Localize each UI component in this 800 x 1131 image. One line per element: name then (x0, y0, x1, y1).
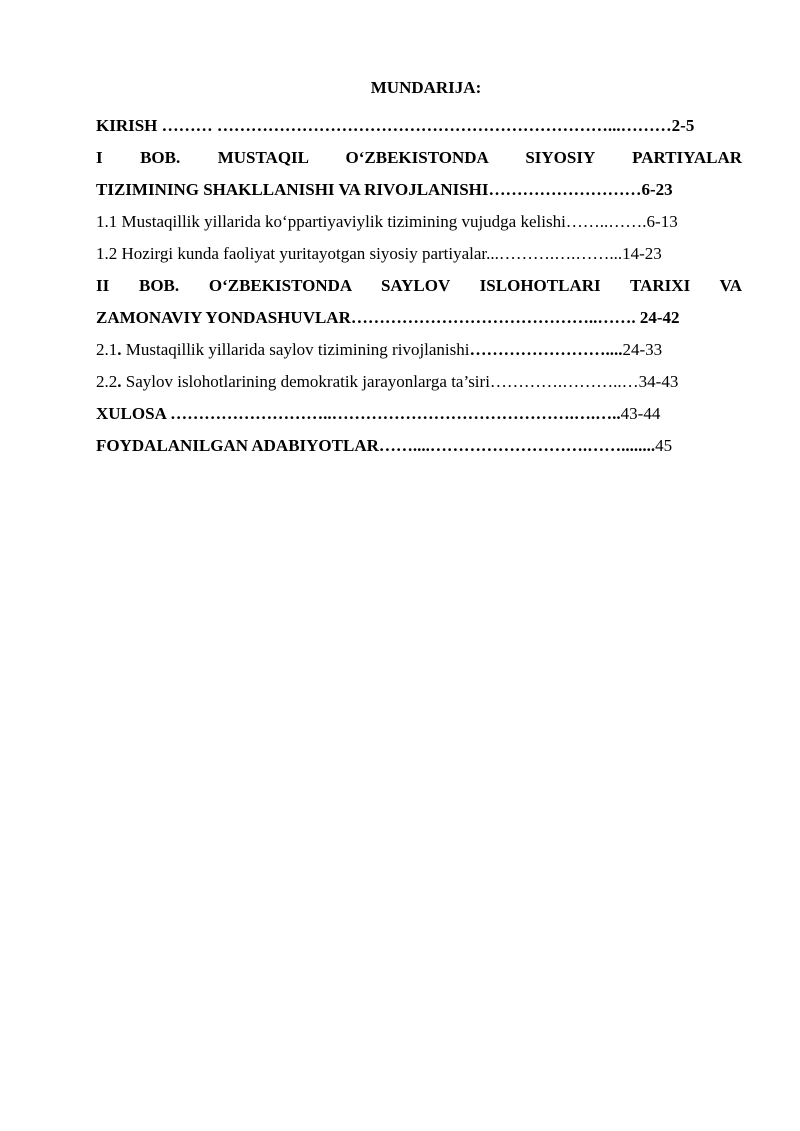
toc-section-number-dot: . (117, 372, 122, 391)
toc-section-title: Saylov islohotlarining demokratik jarayonlarga ta’siri………….………..…34-43 (121, 372, 679, 391)
toc-section-title: Mustaqillik yillarida saylov tizimining rivojlanishi (121, 340, 470, 359)
toc-page-range: 43-44 (620, 404, 661, 423)
toc-entry-section-1-2 (96, 238, 742, 270)
toc-entry-xulosa (96, 398, 742, 430)
toc-chapter-heading-line-2: ZAMONAVIY YONDASHUVLAR……………………………………..……. 24-42 (96, 308, 680, 327)
page-title: MUNDARIJA: (370, 78, 482, 97)
toc-entry-section-2-1 (96, 334, 742, 366)
toc-entry-text: 1.1 Mustaqillik yillarida ko‘ppartiyaviylik tizimining vujudga kelishi……..…….6-13 (96, 212, 678, 231)
toc-entry-section-2-2 (96, 366, 742, 398)
toc-entry-kirish (96, 110, 742, 142)
toc-chapter-heading-line-1: I BOB. MUSTAQIL O‘ZBEKISTONDA SIYOSIY PARTIYALAR (96, 148, 742, 167)
toc-section-number: 2.2 (96, 372, 118, 391)
toc-entry-label: FOYDALANILGAN ADABIYOTLAR……....……………………….……........ (96, 436, 656, 455)
toc-chapter-heading-line-1: II BOB. O‘ZBEKISTONDA SAYLOV ISLOHOTLARI TARIXI VA (96, 276, 742, 295)
toc-entry-text: KIRISH ……… ……………………………………………………………...………2-5 (96, 116, 695, 135)
toc-entry-chapter-2 (96, 270, 742, 334)
toc-section-number: 2.1 (96, 340, 118, 359)
toc-dot-leader: …………………….... (469, 340, 623, 359)
toc-page-range: 45 (655, 436, 673, 455)
toc-entry-text: 1.2 Hozirgi kunda faoliyat yuritayotgan siyosiy partiyalar...……….….……...14-23 (96, 244, 662, 263)
table-of-contents (96, 78, 742, 462)
toc-entry-chapter-1 (96, 142, 742, 206)
toc-entry-section-1-1 (96, 206, 742, 238)
toc-page-range: 24-33 (622, 340, 663, 359)
toc-entry-label: XULOSA ………………………..…………………………………….….….. (96, 404, 621, 423)
toc-section-number-dot: . (117, 340, 122, 359)
toc-chapter-heading-line-2: TIZIMINING SHAKLLANISHI VA RIVOJLANISHI………………………6-23 (96, 180, 673, 199)
toc-entry-references (96, 430, 742, 462)
